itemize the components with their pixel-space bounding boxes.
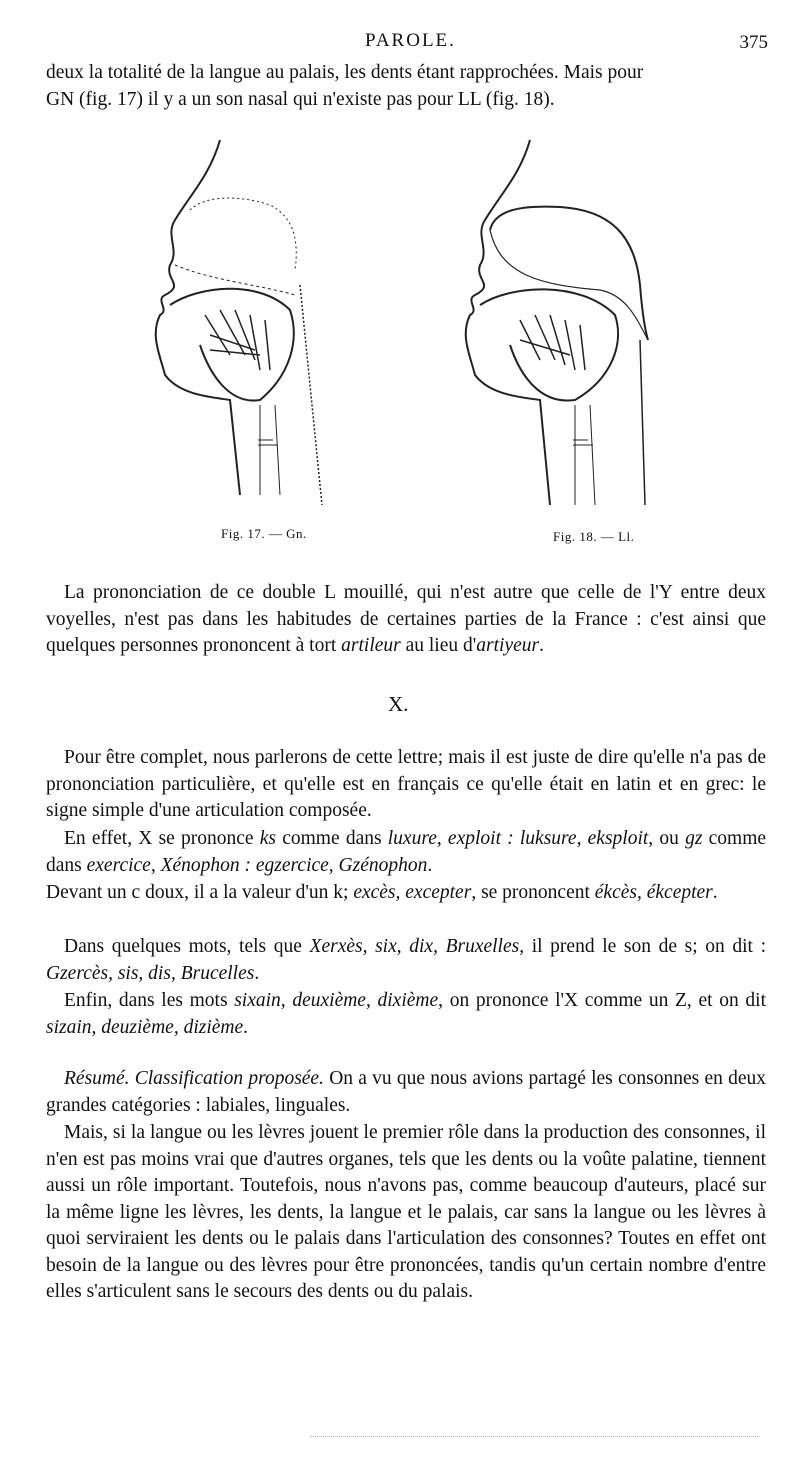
x-paragraph-z-sound: Enfin, dans les mots sixain, deuxième, dixième, on prononce l'X comme un Z, et on dit sizain, deuzième, dizième. [46, 990, 766, 1038]
resume-paragraph: Résumé. Classification proposée. On a vu que nous avions partagé les consonnes en deux grandes catégories : labiales, linguales. [46, 1068, 766, 1116]
page-header [0, 30, 800, 54]
resume-heading: Résumé. Classification proposée. [64, 1068, 324, 1089]
page-number: 375 [739, 32, 768, 53]
footer-scan-artifact [310, 1436, 760, 1437]
figure-caption: Fig. 17. — Gn. [221, 526, 307, 541]
x-paragraph-soft-c: Devant un c doux, il a la valeur d'un k; excès, excepter, se prononcent ékcès, ékcepter. [46, 882, 718, 903]
section-heading-x: X. [388, 692, 409, 716]
intro-line: deux la totalité de la langue au palais, les dents étant rapprochées. Mais pour [46, 62, 644, 83]
italic-word: artiyeur [476, 635, 540, 656]
intro-paragraph [46, 60, 766, 113]
resume-paragraph-organs: Mais, si la langue ou les lèvres jouent le premier rôle dans la production des consonnes, il n'en est pas moins vrai que d'autres organes, tels que les dents ou la voûte palatine, tiennent aussi un rôle important. Toutefois, nous n'avons pas, comme beaucoup d'auteurs, placé sur la même ligne les lèvres, les dents, la langue et le palais, car sans la langue ou les lèvres à quoi serviraient les dents ou le palais dans l'articulation des consonnes? Toutes en effet ont besoin de la langue ou des lèvres pour être prononcées, tandis qu'un certain nombre d'entre elles s'articulent sans le secours des dents ou du palais. [46, 1122, 766, 1302]
intro-line: GN (fig. 17) il y a un son nasal qui n'existe pas pour LL (fig. 18). [46, 88, 555, 110]
running-title: PAROLE. [365, 30, 456, 51]
x-paragraph-s-sound: Dans quelques mots, tels que Xerxès, six, dix, Bruxelles, il prend le son de s; on dit : Gzercès, sis, dis, Brucelles. [46, 936, 766, 984]
x-paragraph-intro: Pour être complet, nous parlerons de cette lettre; mais il est juste de dire qu'elle n'a pas de prononciation particulière, et qu'elle est en français ce qu'elle était en latin et en grec: le signe simple d'une articulation composée. [46, 747, 766, 821]
italic-word: artileur [341, 635, 401, 656]
figure-17-gn-sagittal-diagram [150, 135, 350, 515]
figure-18-ll-sagittal-diagram [460, 135, 670, 515]
x-paragraph-pronunciation: En effet, X se prononce ks comme dans luxure, exploit : luksure, eksploit, ou gz comme dans exercice, Xénophon : egzercice, Gzénophon. [46, 828, 767, 876]
paragraph-ll-mouille: La prononciation de ce double L mouillé, qui n'est autre que celle de l'Y entre deux voyelles, n'est pas dans les habitudes de certaines parties de la France : c'est ainsi que quelques personnes prononcent à tort artileur au lieu d'artiyeur. [46, 582, 766, 656]
figure-caption: Fig. 18. — Ll. [553, 529, 635, 544]
